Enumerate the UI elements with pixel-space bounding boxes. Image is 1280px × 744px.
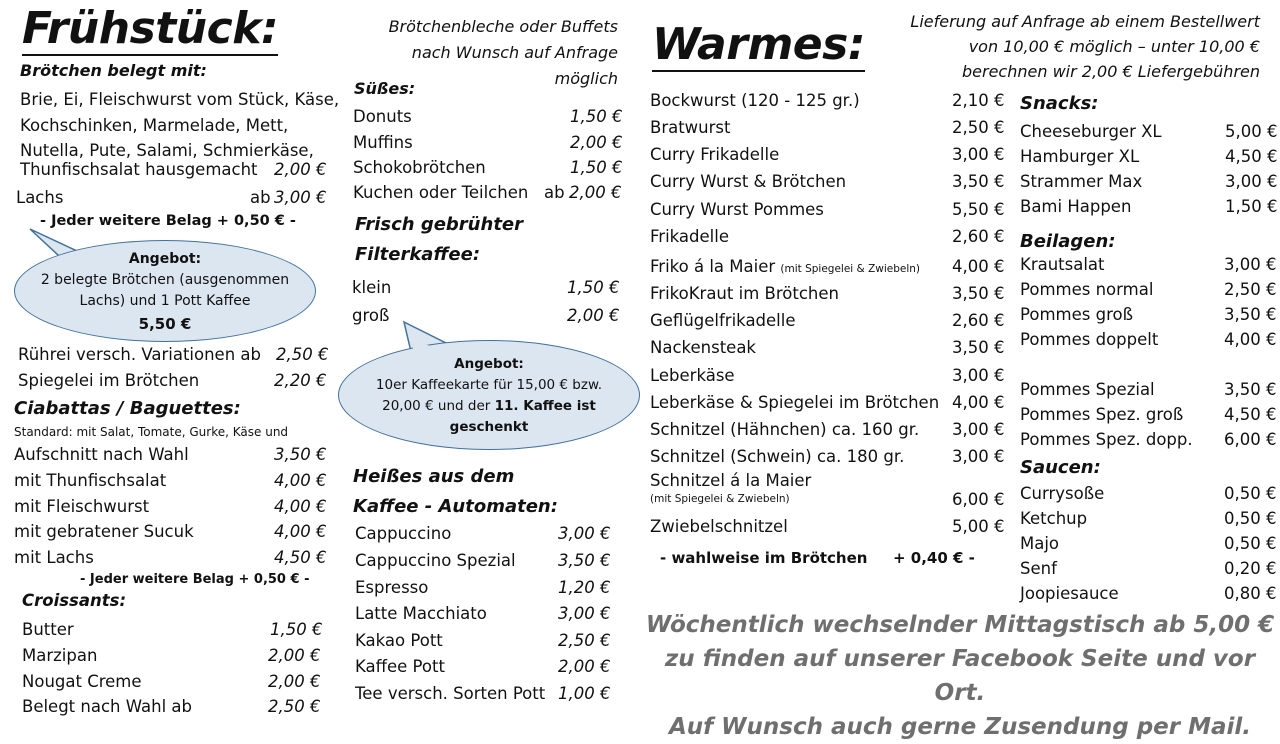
angebot-title: Angebot:: [454, 356, 524, 372]
belag-line: Nutella, Pute, Salami, Schmierkäse,: [20, 141, 314, 160]
filterkaffee-heading-line: Frisch gebrühter: [355, 214, 524, 235]
angebot-title: Angebot:: [128, 251, 202, 267]
wahlweise-price: + 0,40 € -: [893, 549, 975, 567]
angebot-line: 20,00 € und der 11. Kaffee ist: [382, 398, 596, 414]
schnitzel-maier-name: Schnitzel á la Maier: [650, 471, 812, 490]
extra-belag-note: - Jeder weitere Belag + 0,50 € -: [40, 213, 296, 229]
broetchen-heading: Brötchen belegt mit:: [20, 61, 207, 80]
automat-heading-line: Heißes aus dem: [353, 466, 515, 487]
bubble-tail-2-fill: [0, 0, 660, 460]
belag-line: Brie, Ei, Fleischwurst vom Stück, Käse,: [20, 90, 340, 109]
warmes-title: Warmes:: [652, 19, 865, 70]
lieferung-line: von 10,00 € möglich – unter 10,00 €: [968, 37, 1260, 56]
lieferung-line: Lieferung auf Anfrage ab einem Bestellwert: [910, 12, 1260, 31]
fruehstueck-title: Frühstück:: [22, 3, 279, 54]
angebot-price: 5,50 €: [138, 315, 192, 333]
ciabatta-heading: Ciabattas / Baguettes:: [14, 398, 241, 419]
schnitzel-maier-note: (mit Spiegelei & Zwiebeln): [650, 493, 790, 505]
suesses-heading: Süßes:: [354, 79, 416, 98]
mittagstisch-line: Auf Wunsch auch gerne Zusendung per Mail.: [668, 714, 1252, 740]
filterkaffee-heading-line: Filterkaffee:: [355, 244, 481, 265]
mittagstisch-banner: [640, 608, 1280, 744]
lieferung-line: berechnen wir 2,00 € Liefergebühren: [962, 62, 1260, 81]
belag-line: Kochschinken, Marmelade, Mett,: [20, 115, 289, 135]
croissant-heading: Croissants:: [22, 591, 127, 610]
lieferung-note: [910, 9, 1260, 84]
beilagen-heading: Beilagen:: [1020, 231, 1116, 252]
mittagstisch-line: Wöchentlich wechselnder Mittagstisch ab 5,00 €: [645, 612, 1275, 638]
bleche-note-line: nach Wunsch auf Anfrage: [411, 43, 618, 62]
bleche-note-line: Brötchenbleche oder Buffets: [388, 17, 618, 36]
saucen-heading: Saucen:: [1020, 457, 1101, 478]
angebot-line: 2 belegte Brötchen (ausgenommen: [40, 272, 290, 288]
automat-heading: [353, 462, 558, 522]
wahlweise-note: - wahlweise im Brötchen: [660, 549, 868, 567]
menu-item-schnitzel-maier: [650, 470, 811, 506]
angebot-line: Lachs) und 1 Pott Kaffee: [79, 293, 251, 309]
mittagstisch-line: zu finden auf unserer Facebook Seite und vor Ort.: [664, 646, 1256, 706]
ciabatta-standard: Standard: mit Salat, Tomate, Gurke, Käse und: [14, 425, 289, 439]
angebot-line: 10er Kaffeekarte für 15,00 € bzw.: [375, 377, 603, 393]
ciabatta-extra-note: - Jeder weitere Belag + 0,50 € -: [80, 572, 310, 587]
snacks-heading: Snacks:: [1020, 93, 1099, 114]
angebot-line: geschenkt: [449, 419, 529, 435]
automat-heading-line: Kaffee - Automaten:: [353, 496, 558, 517]
bleche-note-line: möglich: [554, 69, 618, 88]
